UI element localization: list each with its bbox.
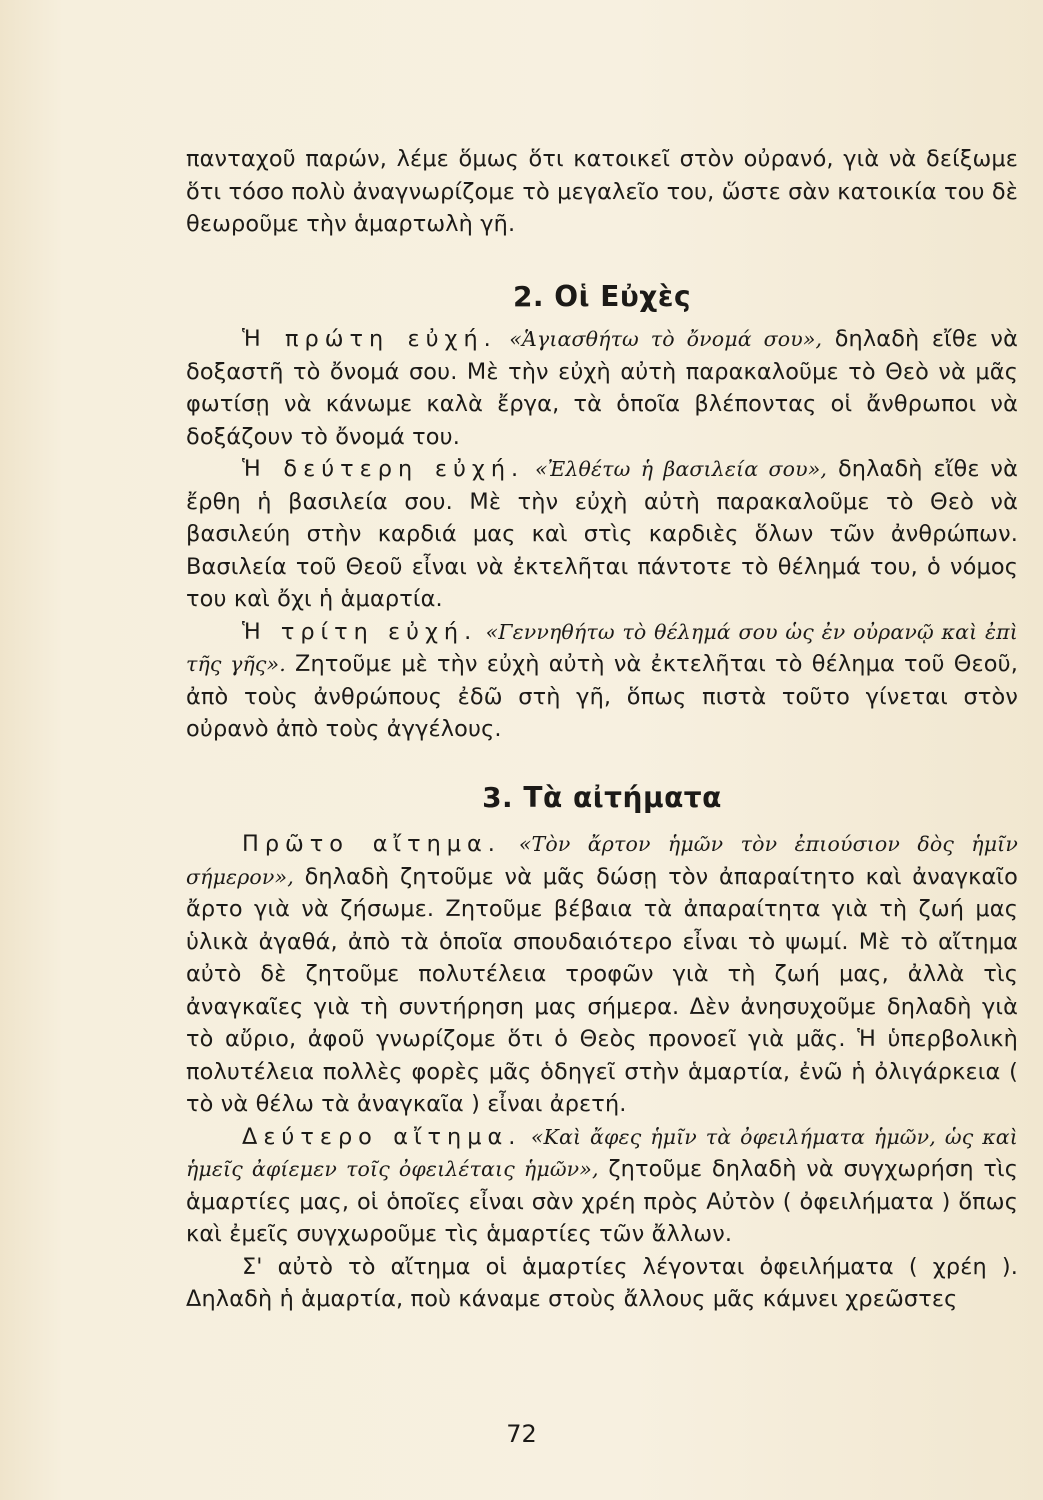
- paragraph-second-request: [186, 1121, 1018, 1251]
- second-prayer-quote: «Ἐλθέτω ἡ βασιλεία σου»,: [535, 457, 828, 481]
- paragraph-first-request: [186, 828, 1018, 1121]
- second-request-label: Δεύτερο αἴτημα.: [242, 1123, 522, 1150]
- second-request-text: ζητοῦμε δηλαδὴ νὰ συγχωρήση τὶς ἁμαρτίες μας, οἱ ὁποῖες εἶναι σὰν χρέη πρὸς Αὐτὸν ( ὀφειλήματα ) ὅπως καὶ ἐμεῖς συγχωροῦμε τὶς ἁμαρτίες τῶν ἄλλων.: [186, 1156, 1018, 1247]
- third-prayer-label: Ἡ τρίτη εὐχή.: [242, 618, 478, 645]
- first-prayer-quote: «Ἁγιασθήτω τὸ ὄνομά σου»,: [509, 327, 823, 351]
- first-prayer-label: Ἡ πρώτη εὐχή.: [242, 326, 497, 352]
- paragraph-second-prayer: [186, 453, 1018, 616]
- intro-paragraph: πανταχοῦ παρών, λέμε ὅμως ὅτι κατοικεῖ στὸν οὐρανό, γιὰ νὰ δείξωμε ὅτι τόσο πολὺ ἀναγνωρίζομε τὸ μεγαλεῖο του, ὥστε σὰν κατοικία του δὲ θεωροῦμε τὴν ἁμαρτωλὴ γῆ.: [186, 146, 1018, 237]
- first-prayer-text: δηλαδὴ εἴθε νὰ δοξαστῆ τὸ ὄνομά σου. Μὲ τὴν εὐχὴ αὐτὴ παρακαλοῦμε τὸ Θεὸ νὰ μᾶς φωτίσῃ νὰ κάνωμε καλὰ ἔργα, τὰ ὁποῖα βλέποντας οἱ ἄνθρωποι νὰ δοξάζουν τὸ ὄνομά του.: [186, 326, 1018, 450]
- second-request-quote: «Καὶ ἄφες ἡμῖν τὰ ὀφειλήματα ἡμῶν, ὡς καὶ ἡμεῖς ἀφίεμεν τοῖς ὀφειλέταις ἡμῶν»,: [186, 1124, 1018, 1181]
- page-number: 72: [506, 1420, 537, 1448]
- first-request-quote: «Τὸν ἄρτον ἡμῶν τὸν ἐπιούσιον δὸς ἡμῖν σήμερον»,: [186, 832, 1018, 889]
- second-prayer-label: Ἡ δεύτερη εὐχή.: [242, 456, 525, 482]
- page-body: [186, 143, 1018, 1316]
- paragraph-first-prayer: [186, 323, 1018, 453]
- paragraph-debts: Σ' αὐτὸ τὸ αἴτημα οἱ ἁμαρτίες λέγονται ὀφειλήματα ( χρέη ). Δηλαδὴ ἡ ἁμαρτία, ποὺ κάναμε στοὺς ἄλλους μᾶς κάμνει χρεῶστες: [186, 1253, 1018, 1312]
- third-prayer-text: Ζητοῦμε μὲ τὴν εὐχὴ αὐτὴ νὰ ἐκτελῆται τὸ θέλημα τοῦ Θεοῦ, ἀπὸ τοὺς ἀνθρώπους ἐδῶ στὴ γῆ, ὅπως πιστὰ τοῦτο γίνεται στὸν οὐρανὸ ἀπὸ τοὺς ἀγγέλους.: [186, 651, 1018, 742]
- section-heading-prayers: 2. Οἱ Εὐχὲς: [512, 279, 692, 313]
- second-prayer-text: δηλαδὴ εἴθε νὰ ἔρθη ἡ βασιλεία σου. Μὲ τὴν εὐχὴ αὐτὴ παρακαλοῦμε τὸ Θεὸ νὰ βασιλεύη στὴν καρδιά μας καὶ στὶς καρδιὲς ὅλων τῶν ἀνθρώπων. Βασιλεία τοῦ Θεοῦ εἶναι νὰ ἐκτελῆται πάντοτε τὸ θέλημά του, ὁ νόμος του καὶ ὄχι ἡ ἁμαρτία.: [186, 456, 1018, 612]
- section-heading-requests: 3. Τὰ αἰτήματα: [482, 780, 722, 814]
- paragraph-third-prayer: [186, 616, 1018, 746]
- first-request-label: Πρῶτο αἴτημα.: [242, 831, 501, 857]
- first-request-text: δηλαδὴ ζητοῦμε νὰ μᾶς δώσῃ τὸν ἀπαραίτητο καὶ ἀναγκαῖο ἄρτο γιὰ νὰ ζήσωμε. Ζητοῦμε βέβαια τὰ ἀπαραίτητα γιὰ τὴ ζωή μας ὑλικὰ ἀγαθά, ἀπὸ τὰ ὁποῖα σπουδαιότερο εἶναι τὸ ψωμί. Μὲ τὸ αἴτημα αὐτὸ δὲ ζητοῦμε πολυτέλεια τροφῶν γιὰ τὴ ζωή μας, ἀλλὰ τὶς ἀναγκαῖες γιὰ τὴ συντήρηση μας σήμερα. Δὲν ἀνησυχοῦμε δηλαδὴ γιὰ τὸ αὔριο, ἀφοῦ γνωρίζομε ὅτι ὁ Θεὸς προνοεῖ γιὰ μᾶς. Ἡ ὑπερβολικὴ πολυτέλεια πολλὲς φορὲς μᾶς ὁδηγεῖ στὴν ἁμαρτία, ἐνῶ ἡ ὀλιγάρκεια ( τὸ νὰ θέλω τὰ ἀναγκαῖα ) εἶναι ἀρετή.: [186, 863, 1018, 1117]
- third-prayer-quote: «Γεννηθήτω τὸ θέλημά σου ὡς ἐν οὐρανῷ καὶ ἐπὶ τῆς γῆς».: [186, 619, 1018, 676]
